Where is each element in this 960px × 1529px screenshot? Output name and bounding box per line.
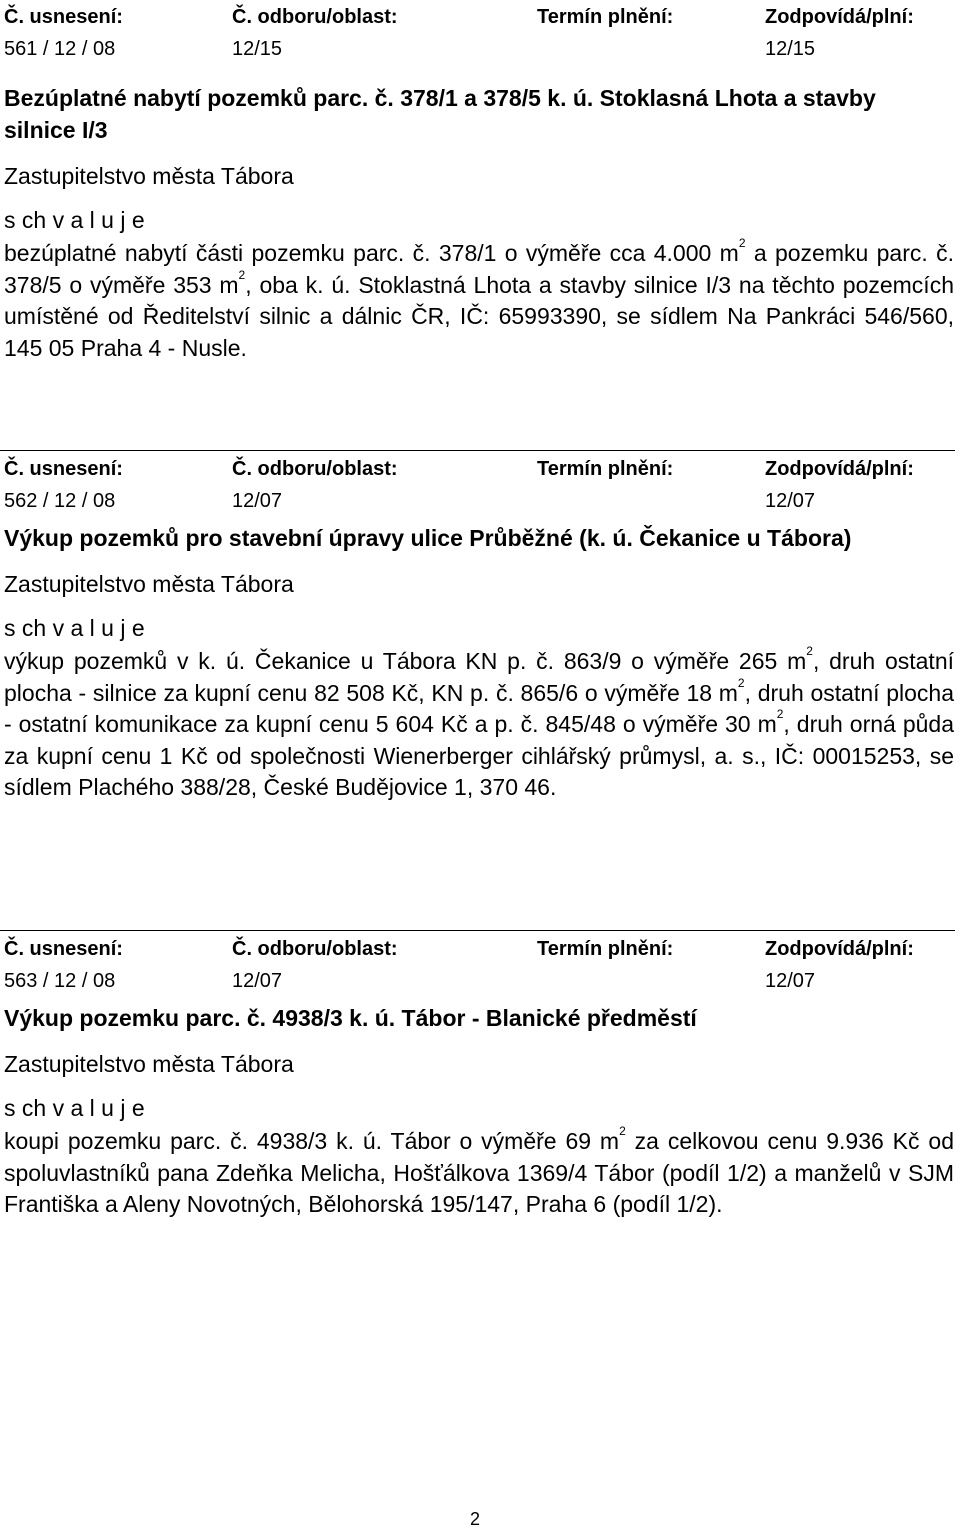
odbor-value: 12/07 (232, 970, 283, 992)
label-zodpovida: Zodpovídá/plní: (765, 938, 914, 960)
odbor-value: 12/07 (232, 490, 283, 512)
zodpovida-value: 12/15 (765, 38, 816, 60)
label-usneseni: Č. usnesení: (4, 458, 123, 480)
label-usneseni: Č. usnesení: (4, 6, 123, 28)
resolution-body: bezúplatné nabytí části pozemku parc. č. 378/1 o výměře cca 4.000 $m^2$ a pozemku parc. č. 378/5 o výměře 353 $m^2$, oba k. ú. Stoklastná Lhota a stavby silnice I/3 na těchto pozemcích umístěné od Ředitelství silnic a dálnic ČR, IČ: 65993390, se sídlem Na Pankráci 546/560, 145 05 Praha 4 - Nusle. (4, 236, 954, 361)
organ-name: Zastupitelstvo města Tábora (4, 1051, 294, 1077)
label-odbor: Č. odboru/oblast: (232, 938, 398, 960)
zodpovida-value: 12/07 (765, 970, 816, 992)
label-zodpovida: Zodpovídá/plní: (765, 6, 914, 28)
resolution-header (0, 458, 960, 520)
label-termin: Termín plnění: (537, 458, 674, 480)
resolution-number: 562 / 12 / 08 (4, 490, 116, 512)
resolution-header (0, 6, 960, 68)
label-zodpovida: Zodpovídá/plní: (765, 458, 914, 480)
odbor-value: 12/15 (232, 38, 283, 60)
resolution-title: Výkup pozemků pro stavební úpravy ulice Průběžné (k. ú. Čekanice u Tábora) (4, 525, 852, 551)
resolution-563 (0, 938, 960, 1221)
label-usneseni: Č. usnesení: (4, 938, 123, 960)
label-termin: Termín plnění: (537, 6, 674, 28)
zodpovida-value: 12/07 (765, 490, 816, 512)
resolution-number: 561 / 12 / 08 (4, 38, 116, 60)
resolution-562 (0, 458, 960, 804)
resolution-verb: s ch v a l u j e (4, 207, 145, 233)
label-termin: Termín plnění: (537, 938, 674, 960)
resolution-number: 563 / 12 / 08 (4, 970, 116, 992)
resolution-header (0, 938, 960, 1000)
organ-name: Zastupitelstvo města Tábora (4, 571, 294, 597)
resolution-body: koupi pozemku parc. č. 4938/3 k. ú. Tábor o výměře 69 $m^2$ za celkovou cenu 9.936 Kč od spoluvlastníků pana Zdeňka Melicha, Hošťálkova 1369/4 Tábor (podíl 1/2) a manželů v SJM Františka a Aleny Novotných, Bělohorská 195/147, Praha 6 (podíl 1/2). (4, 1124, 954, 1217)
separator-line (0, 930, 955, 931)
label-odbor: Č. odboru/oblast: (232, 458, 398, 480)
resolution-verb: s ch v a l u j e (4, 1095, 145, 1121)
organ-name: Zastupitelstvo města Tábora (4, 163, 294, 189)
label-odbor: Č. odboru/oblast: (232, 6, 398, 28)
separator-line (0, 450, 955, 451)
resolution-561 (0, 6, 960, 364)
resolution-verb: s ch v a l u j e (4, 615, 145, 641)
resolution-title: Výkup pozemku parc. č. 4938/3 k. ú. Tábor - Blanické předměstí (4, 1005, 697, 1031)
resolution-body: výkup pozemků v k. ú. Čekanice u Tábora KN p. č. 863/9 o výměře 265 $m^2$, druh ostatní plocha - silnice za kupní cenu 82 508 Kč, KN p. č. 865/6 o výměře 18 $m^2$, druh ostatní plocha - ostatní komunikace za kupní cenu 5 604 Kč a p. č. 845/48 o výměře 30 $m^2$, druh orná půda za kupní cenu 1 Kč od společnosti Wienerberger cihlářský průmysl, a. s., IČ: 00015253, se sídlem Plachého 388/28, České Budějovice 1, 370 46. (4, 644, 954, 800)
page-number: 2 (469, 1509, 480, 1529)
resolution-title: Bezúplatné nabytí pozemků parc. č. 378/1 a 378/5 k. ú. Stoklasná Lhota a stavby silnice I/3 (4, 85, 876, 143)
